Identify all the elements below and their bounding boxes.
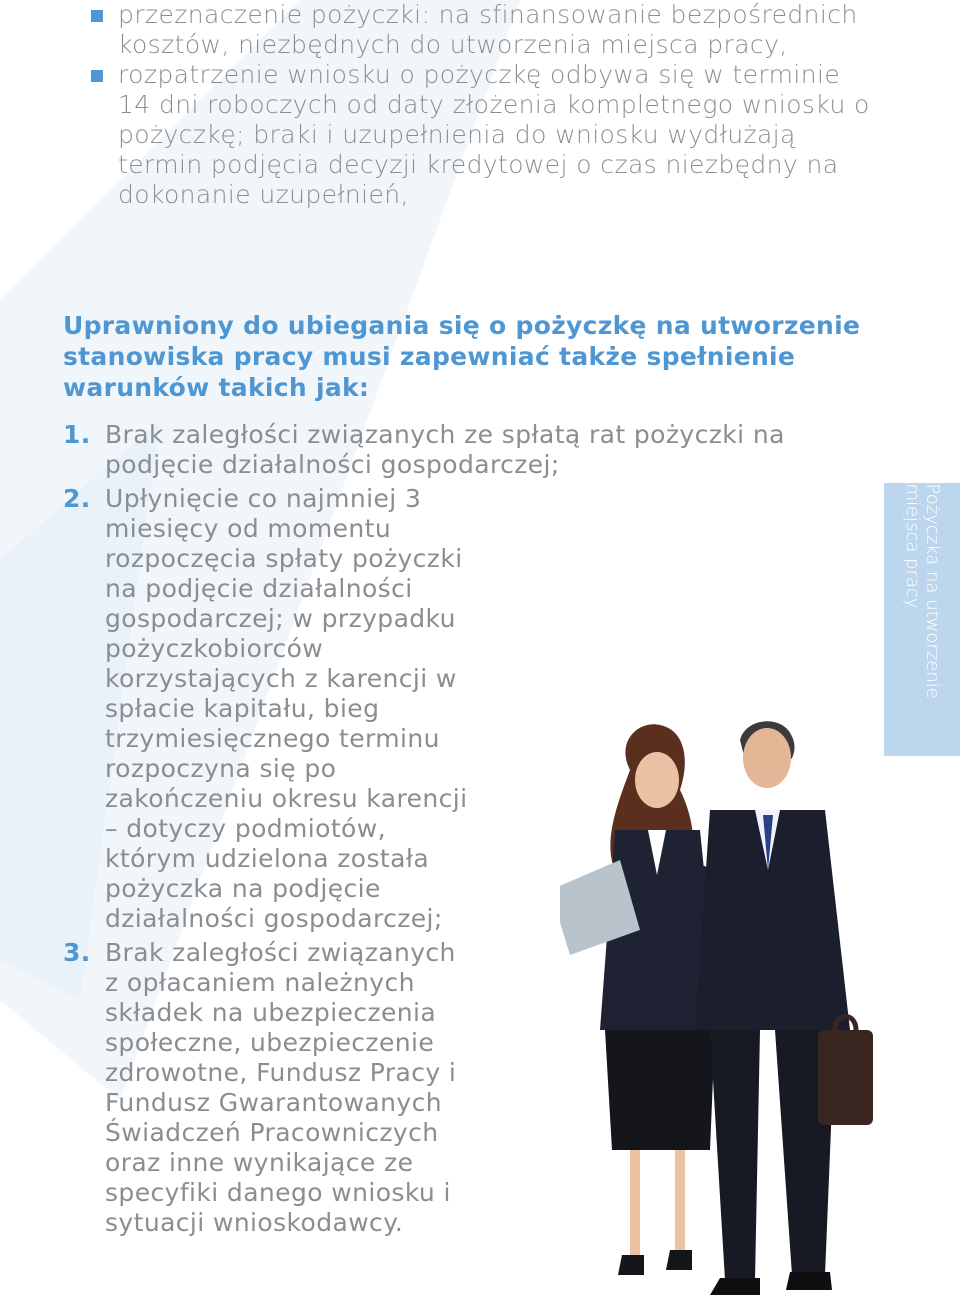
bullet-list: [90, 0, 870, 210]
requirement-item: [63, 938, 475, 1238]
item-text: Upłynięcie co najmniej 3 miesięcy od momentu rozpoczęcia spłaty pożyczki na podjęcie działalności gospodarczej; w przypadku pożyczkobiorców korzystających z karencji w spłacie kapitału, bieg trzymiesięcznego terminu rozpoczyna się po zakończeniu okresu karencji – dotyczy podmiotów, którym udzielona została pożyczka na podjęcie działalności gospodarczej;: [105, 484, 468, 933]
business-people-photo: [560, 700, 960, 1301]
side-tab-line-1: Pożyczka na utworzenie: [922, 483, 943, 699]
requirement-item: [63, 420, 863, 480]
man-figure: [695, 721, 873, 1295]
item-number: 2.: [63, 484, 91, 513]
item-text: Brak zaległości związanych z opłacaniem należnych składek na ubezpieczenia społeczne, ubezpieczenie zdrowotne, Fundusz Pracy i Fundusz Gwarantowanych Świadczeń Pracowniczych oraz inne wynikające ze specyfiki danego wniosku i sytuacji wnioskodawcy.: [105, 938, 457, 1237]
bullet-item: [90, 60, 870, 210]
side-tab-line-2: miejsca pracy: [902, 483, 923, 609]
requirement-item: [63, 484, 475, 934]
item-text: Brak zaległości związanych ze spłatą rat pożyczki na podjęcie działalności gospodarczej;: [105, 420, 785, 479]
item-number: 1.: [63, 420, 91, 449]
section-heading: Uprawniony do ubiegania się o pożyczkę na utworzenie stanowiska pracy musi zapewniać także spełnienie warunków takich jak:: [63, 311, 861, 402]
bullet-text: rozpatrzenie wniosku o pożyczkę odbywa się w terminie 14 dni roboczych od daty złożenia kompletnego wniosku o pożyczkę; braki i uzupełnienia do wniosku wydłużają termin podjęcia decyzji kredytowej o czas niezbędny na dokonanie uzupełnień,: [118, 60, 870, 209]
item-number: 3.: [63, 938, 91, 967]
bullet-square-icon: [91, 10, 103, 22]
bullet-item: [90, 0, 870, 60]
bullet-square-icon: [91, 70, 103, 82]
bullet-text: przeznaczenie pożyczki: na sfinansowanie bezpośrednich kosztów, niezbędnych do utworzenia miejsca pracy,: [118, 0, 858, 59]
